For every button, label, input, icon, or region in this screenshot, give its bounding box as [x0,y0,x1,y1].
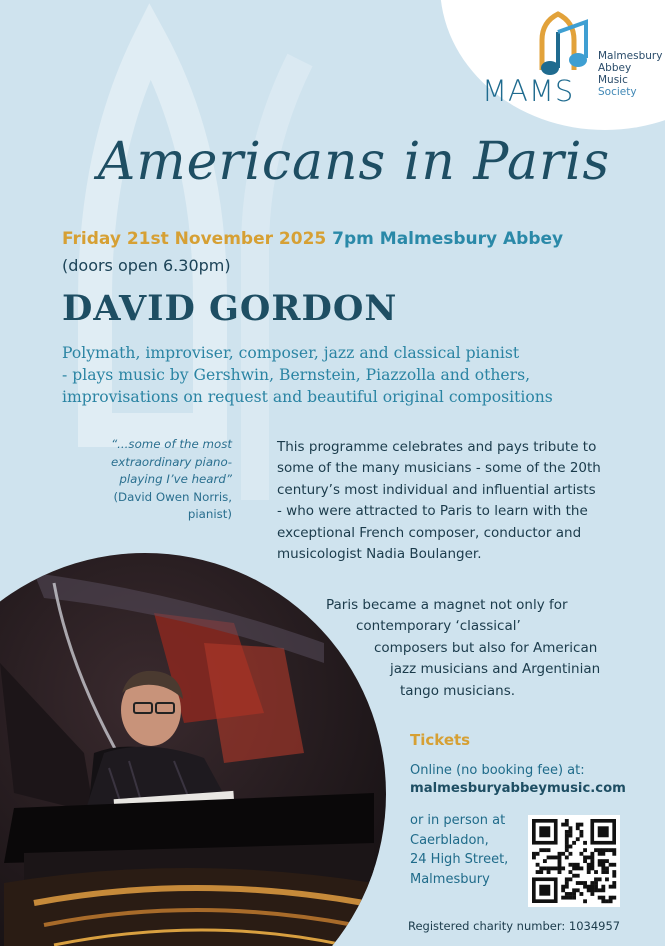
event-time-venue: 7pm Malmesbury Abbey [332,229,564,249]
tickets-heading: Tickets [410,731,471,749]
event-dateline [62,229,563,249]
performer-description: Polymath, improviser, composer, jazz and classical pianist - plays music by Gershwin, Bernstein, Piazzolla and others, improvisations on request and beautiful original compositions [62,344,553,406]
mams-logo [478,10,665,110]
qr-code-pattern [528,815,620,907]
programme-paragraph-1: This programme celebrates and pays tribute to some of the many musicians - some of the 20th century’s most individual and influential artists - who were attracted to Paris to learn with the exceptional French composer, conductor and musicologist Nadia Boulanger. [277,439,601,563]
programme-paragraph-2: Paris became a magnet not only for contemporary ‘classical’ composers but also for American jazz musicians and Argentinian tango musicians. [326,597,601,699]
logo-abbreviation: MAMS [482,74,575,108]
charity-number: Registered charity number: 1034957 [408,919,621,933]
tickets-in-person: or in person at Caerbladon, 24 High Street, Malmesbury [410,813,509,887]
quote-attribution: (David Owen Norris, [113,489,232,504]
event-title: Americans in Paris [97,132,611,192]
qr-code-icon[interactable] [528,815,620,907]
logo-society-name: Malmesbury Abbey Music Society [598,50,663,98]
doors-open-time: (doors open 6.30pm) [62,256,231,275]
tickets-website-link[interactable]: malmesburyabbeymusic.com [410,781,626,796]
event-date: Friday 21st November 2025 [62,229,327,249]
tickets-online-label: Online (no booking fee) at: [410,763,585,778]
review-quote: “...some of the most extraordinary piano- playing I’ve heard” (David Owen Norris, pianist) [60,436,232,524]
performer-name: DAVID GORDON [62,288,398,329]
